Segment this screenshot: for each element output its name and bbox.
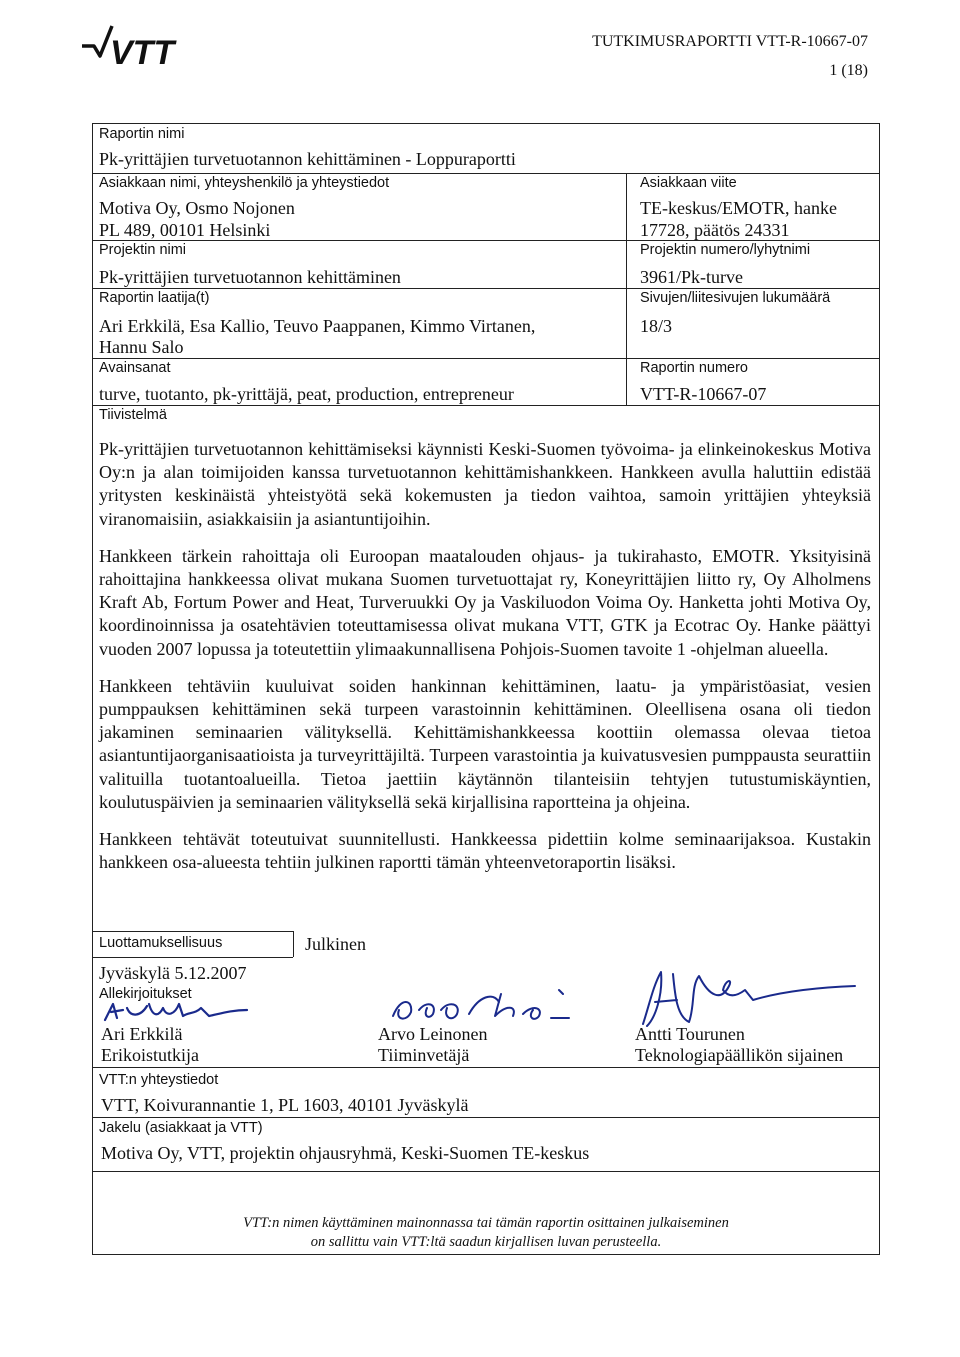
summary-paragraph: Hankkeen tehtäviin kuuluivat soiden hankinnan kehittäminen, laatu- ja ympäristöasiat, vesien pumppauksen kehittäminen sekä turpeen varastoinnin kehittäminen. Oleellisena osana oli tiedon jakaminen seminaarien välityksellä. Kehittämishankkeessa koottiin olemassa olevaa tietoa asiantuntijaorganisaatioista ja turveyrittäjiltä. Turpeen varastointia ja kuivatusvesien pumppausta seurattiin valituilla tuotantoalueilla. Tietoa jaettiin käytännön tilanteisiin tehtyjen tutustumiskäyntien, koulutuspäivien ja seminaarien välityksellä sekä kirjallisina raportteina ja ohjeina.	[99, 675, 871, 812]
distribution-label: Jakelu (asiakkaat ja VTT)	[99, 1120, 263, 1136]
signer-name: Ari Erkkilä	[101, 1024, 183, 1044]
disclaimer-line: on sallittu vain VTT:ltä saadun kirjallisen luvan perusteella.	[310, 1234, 662, 1250]
authors-line1: Ari Erkkilä, Esa Kallio, Teuvo Paappanen, Kimmo Virtanen,	[99, 316, 536, 336]
summary-label: Tiivistelmä	[99, 407, 167, 423]
signer-name: Antti Tourunen	[635, 1024, 745, 1044]
signatures-label: Allekirjoitukset	[99, 986, 192, 1002]
summary-paragraph: Hankkeen tärkein rahoittaja oli Euroopan maatalouden ohjaus- ja tukirahasto, EMOTR. Yksityisinä rahoittajina hankkeessa olivat mukana Suomen turvetuottajat ry, Koneyrittäjien liitto ry, Oy Alholmens Kraft Ab, Fortum Power and Heat, Turveruukki Oy ja Vaskiluodon Voima Oy. Hanketta johti Motiva Oy, koordinoinnissa ja osatehtävien toteuttamisessa olivat mukana VTT, GTK ja Ecotrac Oy. Hanke päättyi vuoden 2007 lopussa ja toteutettiin ylimaakunnallisena Pohjois-Suomen tavoite 1 -ohjelman alueella.	[99, 545, 871, 659]
authors-label: Raportin laatija(t)	[99, 290, 210, 306]
summary-paragraph: Pk-yrittäjien turvetuotannon kehittämiseksi käynnisti Keski-Suomen työvoima- ja elinkeinokeskus Motiva Oy:n ja alan toimijoiden kanssa turvetuotannon kehittämishankkeen. Hankkeen avulla haluttiin edistää yritysten keskinäistä yhteistyötä sekä kokemusten ja tiedon vaihtoa, samoin yrittäjien yhteyksiä viranomaisiin, asiakkaisiin ja asiantuntijoihin.	[99, 439, 871, 529]
disclaimer-line: VTT:n nimen käyttäminen mainonnassa tai tämän raportin osittainen julkaiseminen	[243, 1215, 729, 1231]
client-label: Asiakkaan nimi, yhteyshenkilö ja yhteystiedot	[99, 175, 390, 191]
client-ref-label: Asiakkaan viite	[640, 175, 737, 191]
vtt-logo	[80, 22, 210, 68]
divider	[93, 358, 879, 359]
project-name: Pk-yrittäjien turvetuotannon kehittäminen	[99, 267, 401, 287]
contact-value: VTT, Koivurannantie 1, PL 1603, 40101 Jyväskylä	[101, 1095, 469, 1115]
authors-line2: Hannu Salo	[99, 337, 184, 357]
divider	[93, 957, 293, 958]
project-name-label: Projektin nimi	[99, 242, 187, 258]
signature-tourunen	[633, 966, 863, 1032]
divider	[93, 1171, 879, 1172]
confidentiality-label: Luottamuksellisuus	[99, 935, 223, 951]
report-number-label: Raportin numero	[640, 360, 748, 376]
place-date: Jyväskylä 5.12.2007	[99, 963, 247, 983]
keywords: turve, tuotanto, pk-yrittäjä, peat, production, entrepreneur	[99, 384, 514, 404]
project-number-label: Projektin numero/lyhytnimi	[640, 242, 811, 258]
logo-text: VTT	[110, 34, 175, 68]
divider	[93, 931, 293, 932]
contact-label: VTT:n yhteystiedot	[99, 1072, 219, 1088]
disclaimer	[93, 1214, 879, 1252]
client-line1: Motiva Oy, Osmo Nojonen	[99, 198, 295, 218]
summary-paragraph: Hankkeen tehtävät toteutuivat suunnitellusti. Hankkeessa pidettiin kolme seminaarijaksoa. Kustakin hankkeen osa-alueesta tehtiin julkinen raportti tämän yhteenvetoraportin lisäksi.	[99, 829, 871, 873]
divider	[93, 173, 879, 174]
column-divider	[626, 173, 627, 405]
client-ref-line2: 17728, päätös 24331	[640, 220, 790, 240]
signer-title: Tiiminvetäjä	[378, 1045, 470, 1065]
client-line2: PL 489, 00101 Helsinki	[99, 220, 271, 240]
client-ref-line1: TE-keskus/EMOTR, hanke	[640, 198, 837, 218]
summary-text	[99, 438, 871, 888]
report-name-label: Raportin nimi	[99, 126, 185, 142]
signer-title: Teknologiapäällikön sijainen	[635, 1045, 844, 1065]
report-id: TUTKIMUSRAPORTTI VTT-R-10667-07	[592, 33, 868, 50]
pages-label: Sivujen/liitesivujen lukumäärä	[640, 290, 831, 306]
report-number: VTT-R-10667-07	[640, 384, 767, 404]
keywords-label: Avainsanat	[99, 360, 171, 376]
report-description-form	[92, 123, 880, 1255]
divider	[93, 1067, 879, 1068]
project-number: 3961/Pk-turve	[640, 267, 743, 287]
pages-count: 18/3	[640, 316, 673, 336]
report-name: Pk-yrittäjien turvetuotannon kehittäminen - Loppuraportti	[99, 149, 516, 169]
divider	[93, 405, 879, 406]
page-number: 1 (18)	[829, 62, 868, 79]
column-divider	[293, 931, 294, 957]
distribution-value: Motiva Oy, VTT, projektin ohjausryhmä, Keski-Suomen TE-keskus	[101, 1143, 590, 1163]
divider	[93, 288, 879, 289]
confidentiality-value: Julkinen	[305, 934, 366, 954]
signer-name: Arvo Leinonen	[378, 1024, 488, 1044]
signer-title: Erikoistutkija	[101, 1045, 199, 1065]
divider	[93, 1117, 879, 1118]
